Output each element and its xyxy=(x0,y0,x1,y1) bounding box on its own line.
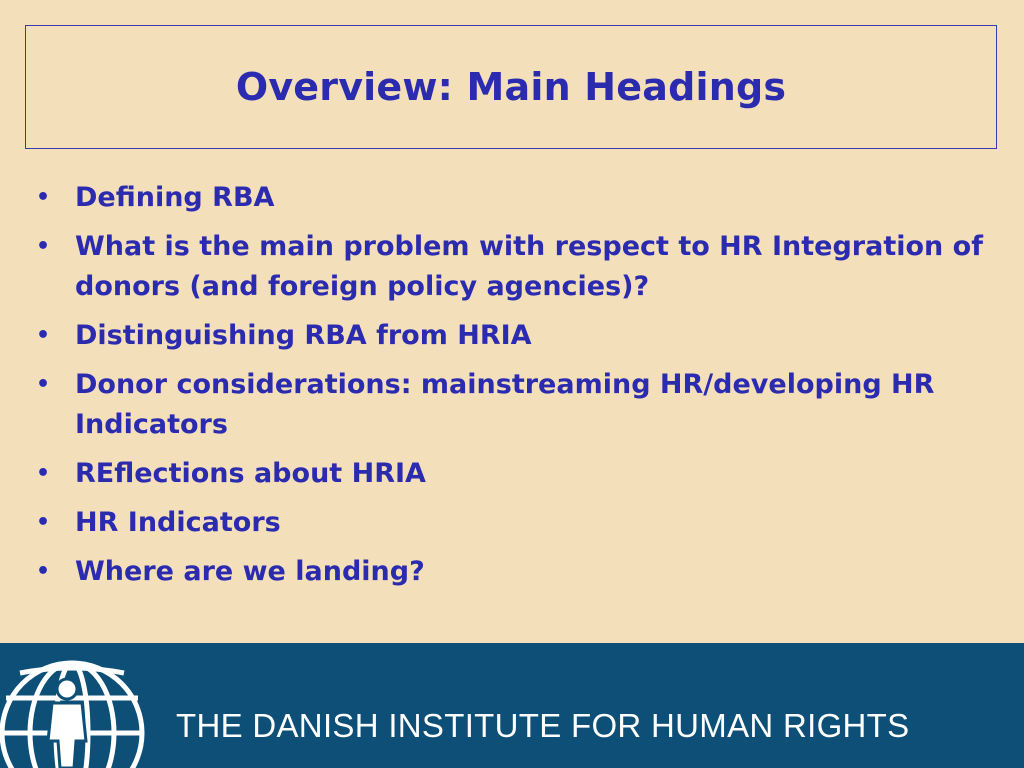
bullet-text: What is the main problem with respect to HR Integration of donors (and foreign policy agencies)? xyxy=(75,231,983,302)
bullet-text: Where are we landing? xyxy=(75,556,425,587)
bullet-list xyxy=(36,178,996,601)
bullet-text: Donor considerations: mainstreaming HR/developing HR Indicators xyxy=(75,369,935,440)
bullet-item xyxy=(36,454,996,494)
globe-with-person-icon xyxy=(0,643,150,768)
title-box xyxy=(25,25,997,149)
bullet-marker: • xyxy=(36,461,51,486)
bullet-item xyxy=(36,552,996,592)
footer-banner xyxy=(0,643,1024,768)
bullet-marker: • xyxy=(36,372,51,397)
bullet-marker: • xyxy=(36,510,51,535)
bullet-marker: • xyxy=(36,559,51,584)
bullet-marker: • xyxy=(36,323,51,348)
bullet-item xyxy=(36,316,996,356)
bullet-item xyxy=(36,178,996,218)
bullet-marker: • xyxy=(36,185,51,210)
bullet-marker: • xyxy=(36,234,51,259)
slide-title: Overview: Main Headings xyxy=(235,65,787,109)
bullet-text: Defining RBA xyxy=(75,182,275,213)
bullet-item xyxy=(36,365,996,445)
bullet-item xyxy=(36,227,996,307)
bullet-item xyxy=(36,503,996,543)
bullet-text: REflections about HRIA xyxy=(75,458,426,489)
bullet-text: Distinguishing RBA from HRIA xyxy=(75,320,532,351)
organization-name: THE DANISH INSTITUTE FOR HUMAN RIGHTS xyxy=(176,707,910,744)
bullet-text: HR Indicators xyxy=(75,507,281,538)
